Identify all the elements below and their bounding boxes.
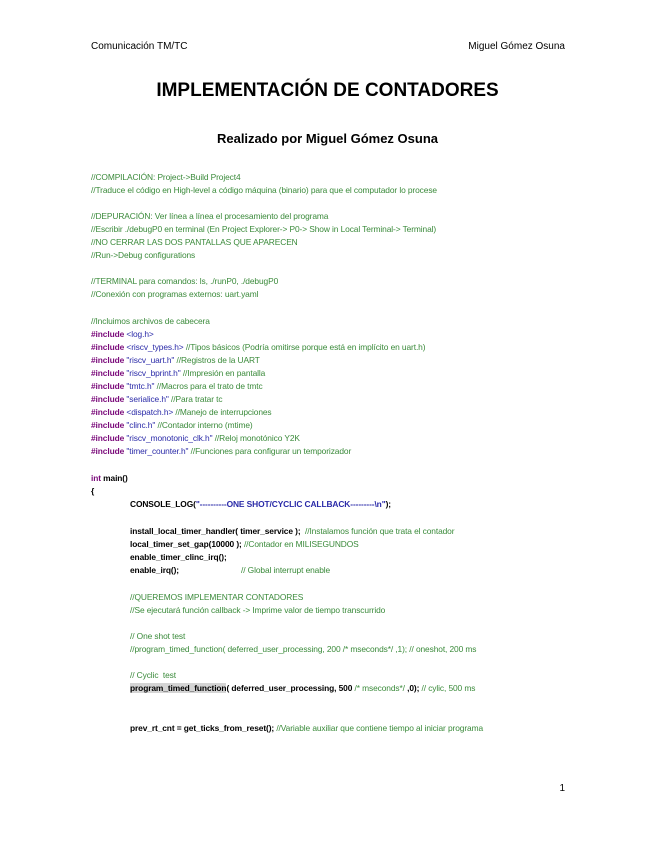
open-brace: { xyxy=(91,486,95,496)
comment-line: //program_timed_function( deferred_user_processing, 200 /* mseconds*/ ,1); // oneshot, 200 ms xyxy=(130,644,477,654)
include-file: "riscv_bprint.h" xyxy=(126,368,181,378)
comment-line: //NO CERRAR LAS DOS PANTALLAS QUE APARECEN xyxy=(91,237,298,247)
include-file: "timer_counter.h" xyxy=(126,446,189,456)
include-line xyxy=(91,329,154,340)
console-log-line xyxy=(130,499,391,510)
include-keyword: #include xyxy=(91,446,125,456)
code-comment: //Contador en MILISEGUNDOS xyxy=(243,539,359,549)
include-comment: //Impresión en pantalla xyxy=(182,368,266,378)
include-comment: //Macros para el trato de tmtc xyxy=(156,381,263,391)
comment-line: //QUEREMOS IMPLEMENTAR CONTADORES xyxy=(130,592,304,602)
include-keyword: #include xyxy=(91,433,125,443)
code-line xyxy=(130,526,454,537)
comment-line: //Run->Debug configurations xyxy=(91,250,196,260)
include-keyword: #include xyxy=(91,420,125,430)
include-keyword: #include xyxy=(91,329,125,339)
include-keyword: #include xyxy=(91,342,125,352)
code-comment: //Instalamos función que trata el contador xyxy=(305,526,455,536)
include-keyword: #include xyxy=(91,407,125,417)
comment-line: //Conexión con programas externos: uart.yaml xyxy=(91,289,259,299)
include-comment: //Tipos básicos (Podría omitirse porque está en implícito en uart.h) xyxy=(185,342,426,352)
code-line xyxy=(130,539,359,550)
code-comment: //Variable auxiliar que contiene tiempo al iniciar programa xyxy=(276,723,484,733)
include-comment: //Reloj monotónico Y2K xyxy=(214,433,300,443)
include-file: <riscv_types.h> xyxy=(126,342,184,352)
include-line xyxy=(91,342,425,353)
comment-line: //Escribir ./debugP0 en terminal (En Project Explorer-> P0-> Show in Local Terminal-> Terminal) xyxy=(91,224,437,234)
include-line xyxy=(91,368,265,379)
include-file: <log.h> xyxy=(126,329,154,339)
header-left: Comunicación TM/TC xyxy=(91,41,188,52)
include-keyword: #include xyxy=(91,381,125,391)
comment-line: //Traduce el código en High-level a código máquina (binario) para que el computador lo procese xyxy=(91,185,437,195)
main-function: main() xyxy=(100,473,128,483)
include-line xyxy=(91,446,351,457)
include-file: "serialice.h" xyxy=(126,394,169,404)
comment-line: //Incluimos archivos de cabecera xyxy=(91,316,210,326)
code-comment: // Global interrupt enable xyxy=(241,565,331,575)
include-file: "riscv_uart.h" xyxy=(126,355,175,365)
include-comment: //Funciones para configurar un temporizador xyxy=(190,446,352,456)
include-line xyxy=(91,420,253,431)
code-statement: prev_rt_cnt = get_ticks_from_reset(); xyxy=(130,723,275,733)
include-file: "clinc.h" xyxy=(126,420,156,430)
include-line xyxy=(91,381,263,392)
comment-line: // Cyclic test xyxy=(130,670,176,680)
code-line xyxy=(130,565,331,576)
code-comment: /* mseconds*/ xyxy=(354,683,405,693)
comment-line: //TERMINAL para comandos: ls, ./runP0, ./debugP0 xyxy=(91,276,279,286)
main-signature xyxy=(91,473,128,484)
include-comment: //Registros de la UART xyxy=(176,355,260,365)
code-statement: local_timer_set_gap(10000 ); xyxy=(130,539,242,549)
code-statement: ( deferred_user_processing, 500 xyxy=(226,683,355,693)
console-log-string: "----------ONE SHOT/CYCLIC CALLBACK---------\n" xyxy=(195,499,386,509)
code-statement: ,0); xyxy=(404,683,420,693)
include-comment: //Manejo de interrupciones xyxy=(175,407,272,417)
code-line xyxy=(130,683,475,694)
include-line xyxy=(91,394,222,405)
page-number: 1 xyxy=(559,783,565,794)
include-keyword: #include xyxy=(91,368,125,378)
include-keyword: #include xyxy=(91,394,125,404)
console-log-end: ); xyxy=(385,499,391,509)
comment-line: //COMPILACIÓN: Project->Build Project4 xyxy=(91,172,241,182)
include-keyword: #include xyxy=(91,355,125,365)
comment-line: //Se ejecutará función callback -> Imprime valor de tiempo transcurrido xyxy=(130,605,386,615)
include-file: "tmtc.h" xyxy=(126,381,155,391)
include-comment: //Contador interno (mtime) xyxy=(157,420,253,430)
console-log-call: CONSOLE_LOG( xyxy=(130,499,196,509)
code-statement: install_local_timer_handler( timer_service ); xyxy=(130,526,301,536)
comment-line: // One shot test xyxy=(130,631,186,641)
include-file: <dispatch.h> xyxy=(126,407,174,417)
int-keyword: int xyxy=(91,473,101,483)
code-statement: enable_irq(); xyxy=(130,565,179,575)
document-subtitle: Realizado por Miguel Gómez Osuna xyxy=(216,131,439,146)
code-line: enable_timer_clinc_irq(); xyxy=(130,552,227,562)
document-title: IMPLEMENTACIÓN DE CONTADORES xyxy=(156,80,499,101)
include-comment: //Para tratar tc xyxy=(171,394,223,404)
include-file: "riscv_monotonic_clk.h" xyxy=(126,433,213,443)
code-comment: // cylic, 500 ms xyxy=(419,683,476,693)
code-line xyxy=(130,723,483,734)
header-right: Miguel Gómez Osuna xyxy=(468,41,565,52)
include-line xyxy=(91,355,260,366)
comment-line: //DEPURACIÓN: Ver línea a línea el procesamiento del programa xyxy=(91,211,329,221)
include-line xyxy=(91,407,272,418)
highlighted-function: program_timed_function xyxy=(130,683,227,693)
include-line xyxy=(91,433,300,444)
